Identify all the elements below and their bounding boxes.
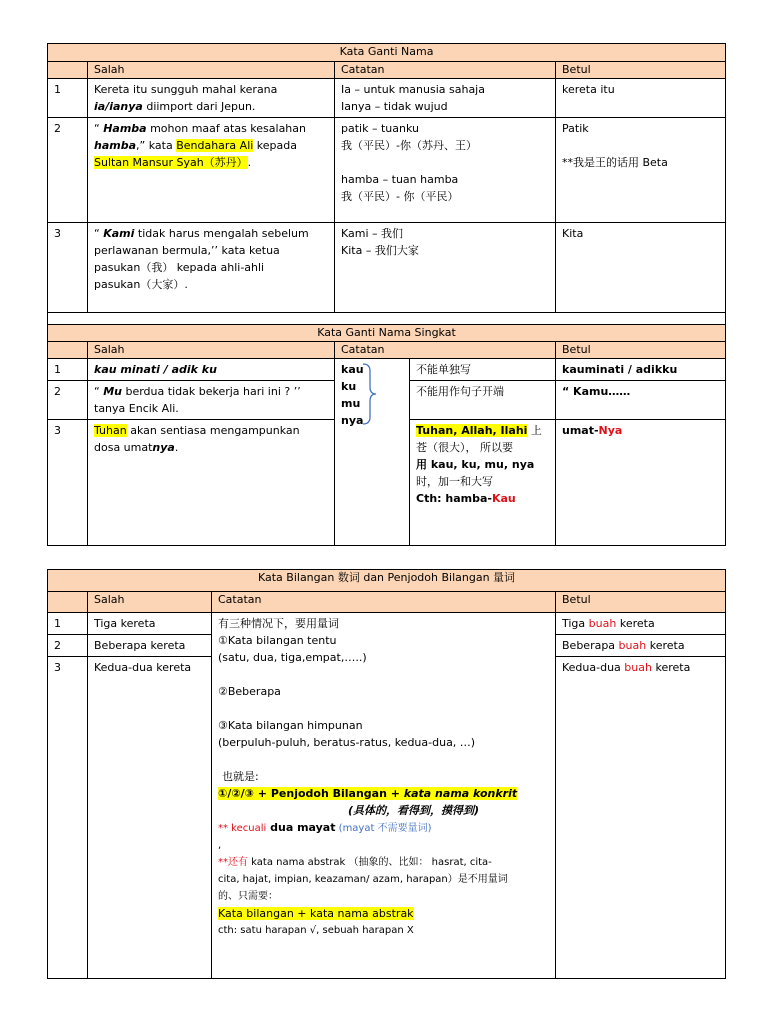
col-header-salah: Salah [88, 592, 212, 613]
table-kata-ganti-nama-singkat [47, 324, 726, 546]
cell-salah: kau minati / adik ku [88, 359, 335, 381]
col-header-catatan: Catatan [335, 342, 556, 359]
table-title: Kata Bilangan 数词 dan Penjodoh Bilangan 量词 [48, 570, 726, 592]
row-number: 3 [48, 420, 88, 546]
cell-salah: “ Hamba mohon maaf atas kesalahan hamba,” kata Bendahara Ali kepada Sultan Mansur Syah（苏丹）. [88, 118, 335, 223]
cell-salah: “ Kami tidak harus mengalah sebelum perlawanan bermula,’’ kata ketua pasukan（我） kepada ahli-ahli pasukan（大家）. [88, 223, 335, 313]
cell-betul: “ Kamu…… [556, 381, 726, 420]
cell-salah: Kereta itu sungguh mahal kerana ia/ianya diimport dari Jepun. [88, 79, 335, 118]
col-header-salah: Salah [88, 62, 335, 79]
table-row [48, 118, 726, 223]
table-title: Kata Ganti Nama Singkat [48, 325, 726, 342]
cell-salah: Tiga kereta [88, 613, 212, 635]
cell-salah: “ Mu berdua tidak bekerja hari ini ? ’’ tanya Encik Ali. [88, 381, 335, 420]
row-number: 3 [48, 223, 88, 313]
cell-catatan: Kami – 我们 Kita – 我们大家 [335, 223, 556, 313]
row-number: 2 [48, 381, 88, 420]
cell-salah: Tuhan akan sentiasa mengampunkan dosa umatnya. [88, 420, 335, 546]
cell-betul: Kedua-dua buah kereta [556, 657, 726, 979]
col-header-betul: Betul [556, 592, 726, 613]
table-title: Kata Ganti Nama [48, 44, 726, 62]
cell-betul: kauminati / adikku [556, 359, 726, 381]
cell-catatan: 不能用作句子开端 [410, 381, 556, 420]
table-kata-bilangan [47, 569, 726, 979]
cell-pronoun-list: kau ku mu nya [335, 359, 410, 546]
col-header-catatan: Catatan [212, 592, 556, 613]
table-row [48, 613, 726, 635]
row-number: 1 [48, 359, 88, 381]
cell-catatan: Tuhan, Allah, Ilahi 上 苍（很大）， 所以要 用 kau, ku, mu, nya 时，加一和大写 Cth: hamba-Kau [410, 420, 556, 546]
table-kata-ganti-nama [47, 43, 726, 330]
cell-betul: Tiga buah kereta [556, 613, 726, 635]
cell-catatan: patik – tuanku 我（平民）-你（苏丹、王） hamba – tuan hamba 我（平民）- 你（平民） [335, 118, 556, 223]
cell-betul: Patik **我是王的话用 Beta [556, 118, 726, 223]
cell-betul: Beberapa buah kereta [556, 635, 726, 657]
curly-brace-icon [361, 363, 377, 425]
col-header-betul: Betul [556, 342, 726, 359]
col-header-salah: Salah [88, 342, 335, 359]
table-row [48, 79, 726, 118]
table-row [48, 359, 726, 381]
table-row [48, 223, 726, 313]
col-header-no [48, 342, 88, 359]
cell-salah: Kedua-dua kereta [88, 657, 212, 979]
row-number: 1 [48, 613, 88, 635]
cell-betul: kereta itu [556, 79, 726, 118]
row-number: 3 [48, 657, 88, 979]
row-number: 2 [48, 635, 88, 657]
col-header-no [48, 62, 88, 79]
col-header-catatan: Catatan [335, 62, 556, 79]
col-header-betul: Betul [556, 62, 726, 79]
cell-betul: umat-Nya [556, 420, 726, 546]
row-number: 1 [48, 79, 88, 118]
cell-catatan: 有三种情况下，要用量词 ①Kata bilangan tentu (satu, dua, tiga,empat,…..) ②Beberapa ③Kata bilangan himpunan (berpuluh-puluh, beratus-ratus, kedua-dua, …) 也就是: ①/②/③ + Penjodoh Bilangan + kata nama konkrit (具体的，看得到，摸得到) ** kecuali dua mayat (mayat 不需要量词) , **还有 kata nama abstrak （抽象的、比如： hasrat, cita- cita, hajat, impian, keazaman/ azam, harapan）是不用量词 的、只需要： Kata bilangan + kata nama abstrak cth: satu harapan √, sebuah harapan X [212, 613, 556, 979]
cell-salah: Beberapa kereta [88, 635, 212, 657]
cell-catatan: 不能单独写 [410, 359, 556, 381]
cell-catatan: Ia – untuk manusia sahaja Ianya – tidak wujud [335, 79, 556, 118]
col-header-no [48, 592, 88, 613]
row-number: 2 [48, 118, 88, 223]
cell-betul: Kita [556, 223, 726, 313]
